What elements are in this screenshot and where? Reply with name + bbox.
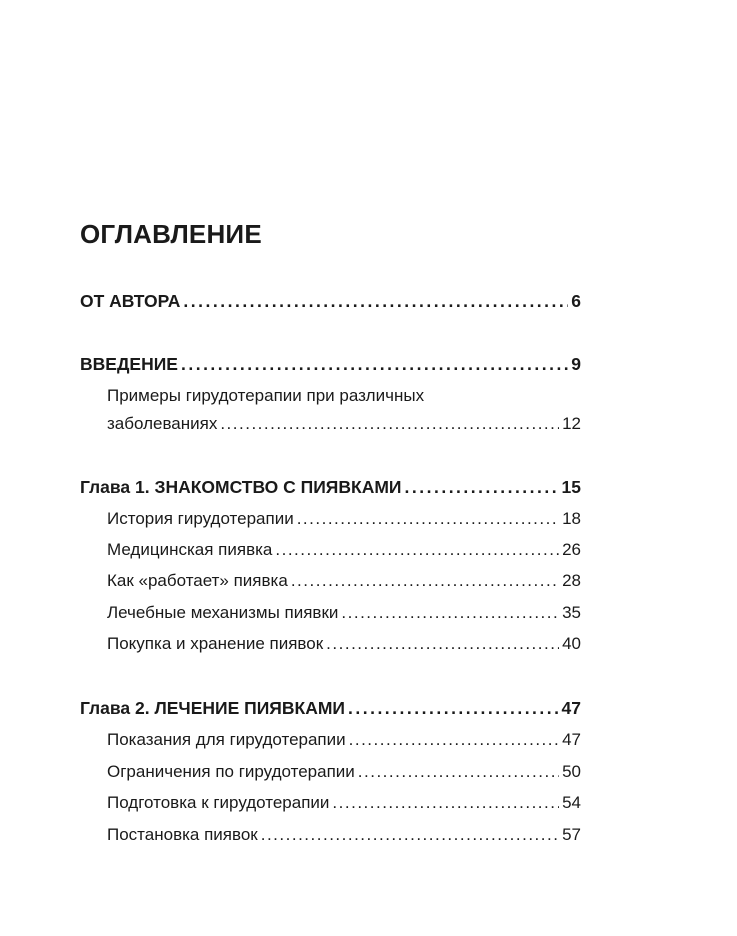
toc-entry-page: 15 (561, 477, 581, 497)
toc-entry-label: Лечебные механизмы пиявки (107, 603, 339, 622)
dot-leader (341, 602, 559, 624)
toc-entry-page: 35 (562, 603, 581, 622)
dot-leader (220, 413, 559, 435)
toc-entry-page: 50 (562, 762, 581, 781)
toc-entry-label: ОТ АВТОРА (80, 291, 181, 311)
toc-entry-label: Глава 2. ЛЕЧЕНИЕ ПИЯВКАМИ (80, 698, 345, 718)
toc-entry-chapter1[interactable] (80, 476, 581, 498)
toc-entry-label: Как «работает» пиявка (107, 571, 288, 590)
toc-entry-label: Покупка и хранение пиявок (107, 634, 324, 653)
toc-entry-page: 47 (562, 730, 581, 749)
toc-subentry-medical-leech[interactable] (107, 539, 581, 561)
toc-subentry-restrictions[interactable] (107, 761, 581, 783)
toc-subentry-history[interactable] (107, 508, 581, 530)
dot-leader (291, 570, 559, 592)
dot-leader (348, 697, 559, 719)
dot-leader (349, 729, 559, 751)
toc-entry-page: 18 (562, 509, 581, 528)
dot-leader (181, 353, 568, 375)
toc-subentry-examples-line1[interactable]: Примеры гирудотерапии при различных (107, 386, 425, 405)
dot-leader (405, 476, 559, 498)
toc-entry-page: 12 (562, 414, 581, 433)
toc-entry-author[interactable] (80, 290, 581, 312)
toc-subentry-preparation[interactable] (107, 792, 581, 814)
dot-leader (183, 290, 568, 312)
toc-entry-label: Постановка пиявок (107, 825, 258, 844)
dot-leader (358, 761, 559, 783)
toc-subentry-mechanisms[interactable] (107, 602, 581, 624)
toc-entry-label: ВВЕДЕНИЕ (80, 354, 178, 374)
toc-entry-label: Показания для гирудотерапии (107, 730, 346, 749)
toc-subentry-purchase-storage[interactable] (107, 633, 581, 655)
dot-leader (332, 792, 559, 814)
dot-leader (326, 633, 559, 655)
toc-entry-label: История гирудотерапии (107, 509, 294, 528)
dot-leader (275, 539, 559, 561)
toc-entry-page: 47 (561, 698, 581, 718)
toc-entry-label: заболеваниях (107, 414, 218, 433)
toc-entry-label: Глава 1. ЗНАКОМСТВО С ПИЯВКАМИ (80, 477, 402, 497)
dot-leader (261, 824, 559, 846)
toc-title: ОГЛАВЛЕНИЕ (80, 219, 262, 249)
toc-subentry-placement[interactable] (107, 824, 581, 846)
toc-entry-page: 9 (571, 354, 581, 374)
toc-entry-label: Подготовка к гирудотерапии (107, 793, 330, 812)
toc-entry-page: 57 (562, 825, 581, 844)
dot-leader (297, 508, 559, 530)
toc-entry-chapter2[interactable] (80, 697, 581, 719)
toc-entry-intro[interactable] (80, 353, 581, 375)
toc-entry-page: 28 (562, 571, 581, 590)
toc-entry-label: Медицинская пиявка (107, 540, 273, 559)
toc-entry-page: 26 (562, 540, 581, 559)
toc-entry-page: 54 (562, 793, 581, 812)
toc-subentry-how-it-works[interactable] (107, 570, 581, 592)
toc-entry-page: 6 (571, 291, 581, 311)
toc-subentry-indications[interactable] (107, 729, 581, 751)
toc-entry-page: 40 (562, 634, 581, 653)
toc-entry-label: Ограничения по гирудотерапии (107, 762, 355, 781)
toc-subentry-examples[interactable] (107, 413, 581, 435)
